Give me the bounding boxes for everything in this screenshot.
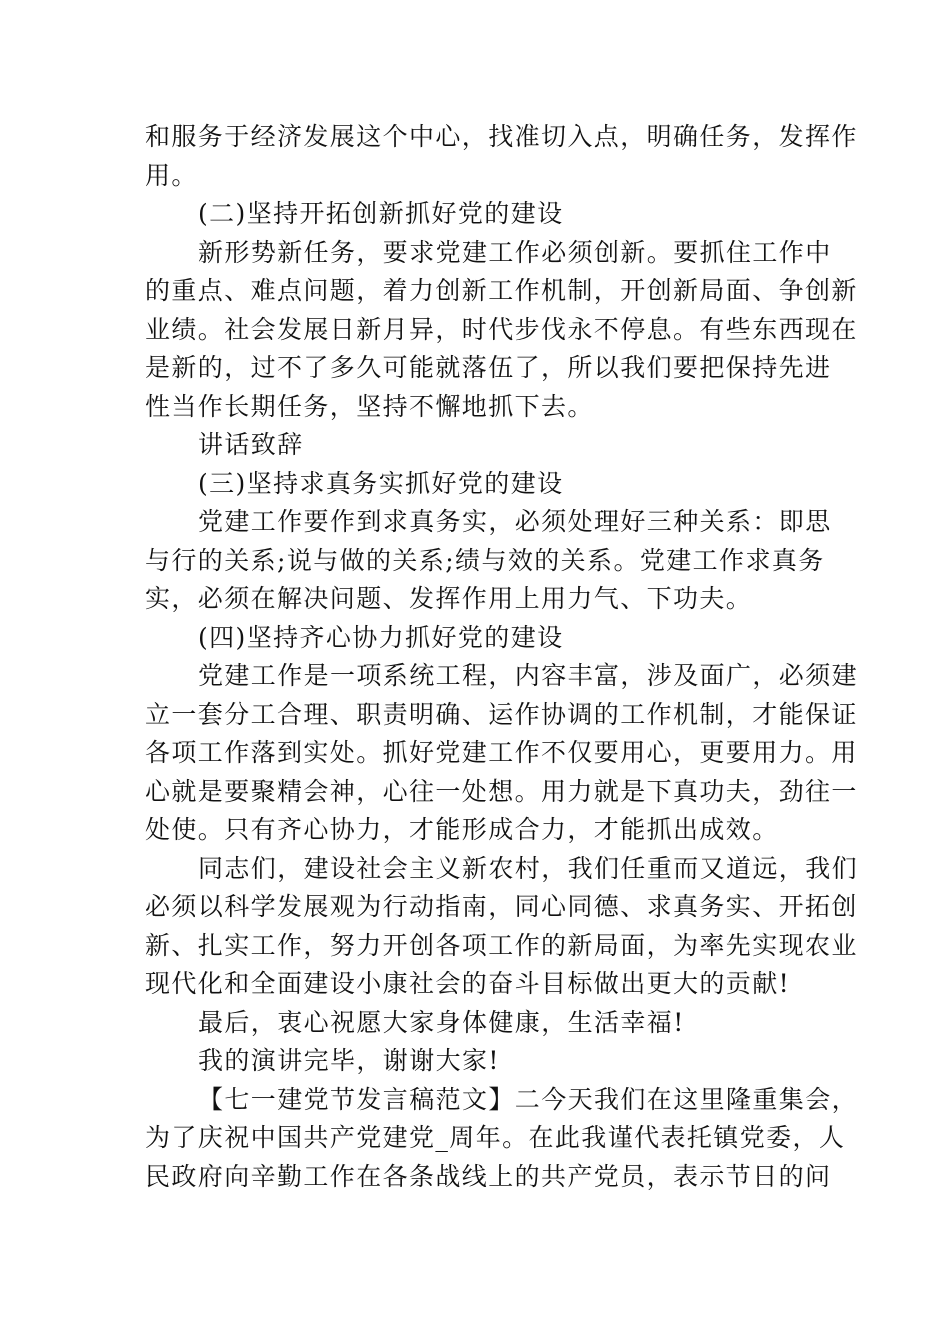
text-line: 党建工作是一项系统工程，内容丰富，涉及面广，必须建 bbox=[198, 661, 859, 690]
text-line: 【七一建党节发言稿范文】二今天我们在这里隆重集会， bbox=[198, 1084, 859, 1114]
text-line: 民政府向辛勤工作在各条战线上的共产党员，表示节日的问 bbox=[145, 1161, 832, 1191]
text-line: 用。 bbox=[145, 160, 198, 190]
text-line: 业绩。社会发展日新月异，时代步伐永不停息。有些东西现在 bbox=[145, 314, 858, 344]
text-line: 与行的关系;说与做的关系;绩与效的关系。党建工作求真务 bbox=[145, 545, 825, 575]
text-line: 最后，衷心祝愿大家身体健康，生活幸福! bbox=[198, 1007, 685, 1037]
text-line: (四)坚持齐心协力抓好党的建设 bbox=[198, 622, 564, 652]
text-line: 处使。只有齐心协力，才能形成合力，才能抓出成效。 bbox=[145, 815, 779, 844]
text-line: (三)坚持求真务实抓好党的建设 bbox=[198, 468, 564, 498]
text-line: 的重点、难点问题，着力创新工作机制，开创新局面、争创新 bbox=[145, 276, 858, 305]
text-line: 心就是要聚精会神，心往一处想。用力就是下真功夫，劲往一 bbox=[145, 776, 858, 806]
text-line: 是新的，过不了多久可能就落伍了，所以我们要把保持先进 bbox=[145, 353, 832, 382]
text-line: 新、扎实工作，努力开创各项工作的新局面，为率先实现农业 bbox=[145, 930, 858, 960]
text-line: 立一套分工合理、职责明确、运作协调的工作机制，才能保证 bbox=[145, 699, 858, 729]
text-line: 为了庆祝中国共产党建党_周年。在此我谨代表托镇党委，人 bbox=[145, 1123, 846, 1152]
text-line: 同志们，建设社会主义新农村，我们任重而又道远，我们 bbox=[198, 853, 859, 883]
text-line: 讲话致辞 bbox=[198, 430, 304, 459]
text-line: 党建工作要作到求真务实，必须处理好三种关系：即思 bbox=[198, 507, 832, 536]
text-line: 性当作长期任务，坚持不懈地抓下去。 bbox=[145, 391, 594, 421]
text-line: 实，必须在解决问题、发挥作用上用力气、下功夫。 bbox=[145, 584, 753, 613]
text-line: (二)坚持开拓创新抓好党的建设 bbox=[198, 199, 564, 228]
text-line: 各项工作落到实处。抓好党建工作不仅要用心，更要用力。用 bbox=[145, 738, 858, 767]
text-line: 现代化和全面建设小康社会的奋斗目标做出更大的贡献! bbox=[145, 969, 791, 998]
text-line: 必须以科学发展观为行动指南，同心同德、求真务实、开拓创 bbox=[145, 892, 858, 921]
document-body bbox=[145, 118, 859, 1196]
text-line: 我的演讲完毕，谢谢大家! bbox=[198, 1046, 500, 1075]
text-line: 和服务于经济发展这个中心，找准切入点，明确任务，发挥作 bbox=[145, 122, 858, 151]
text-line: 新形势新任务，要求党建工作必须创新。要抓住工作中 bbox=[198, 237, 832, 267]
